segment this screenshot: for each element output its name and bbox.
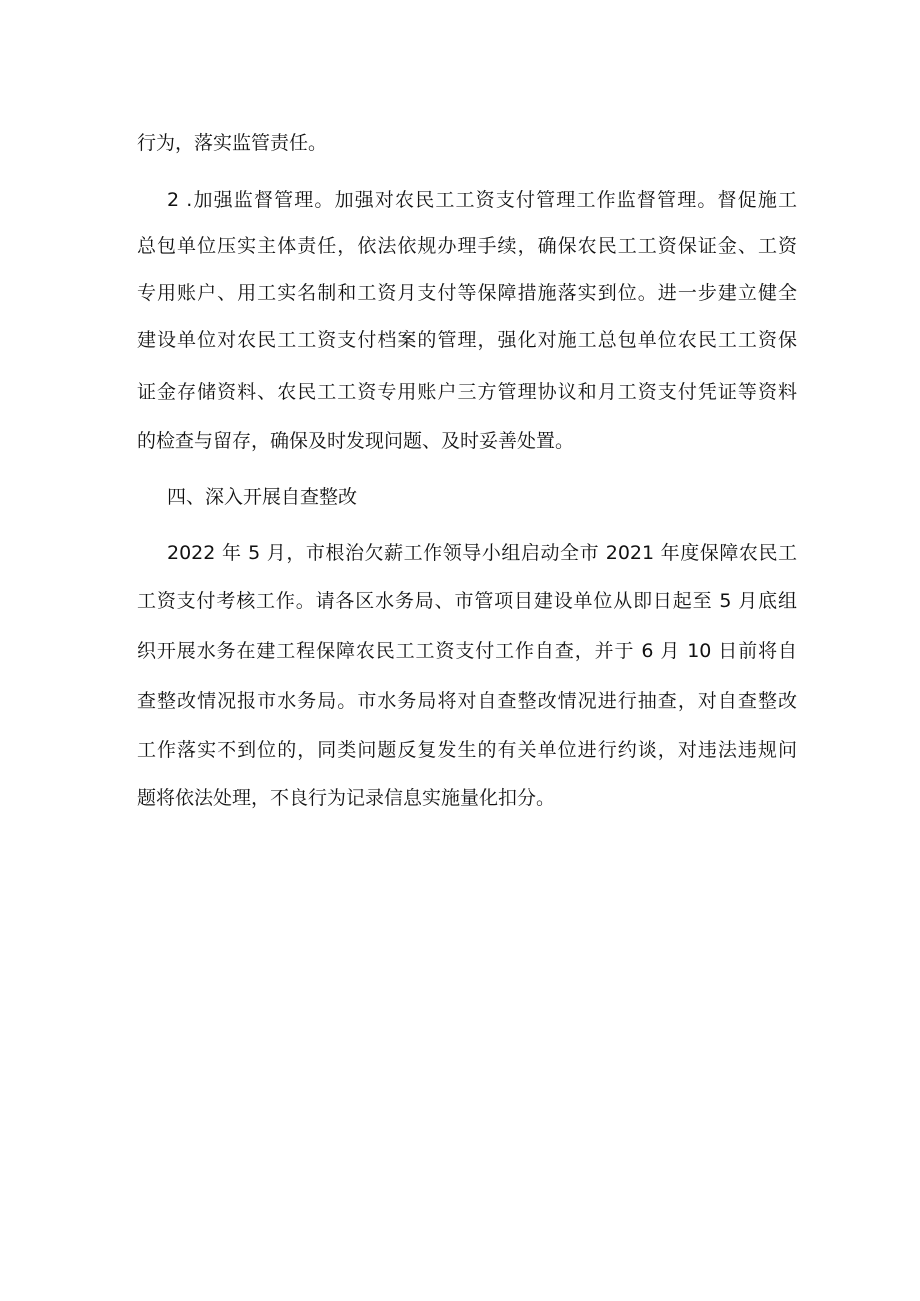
text-line: 总包单位压实主体责任，依法依规办理手续，确保农民工工资保证金、工资 xyxy=(137,235,797,257)
text-line: 证金存储资料、农民工工资专用账户三方管理协议和月工资支付凭证等资料 xyxy=(137,381,797,403)
text-line: 查整改情况报市水务局。市水务局将对自查整改情况进行抽查，对自查整改 xyxy=(137,690,797,712)
section-heading: 四、深入开展自查整改 xyxy=(167,486,358,508)
text-line: 专用账户、用工实名制和工资月支付等保障措施落实到位。进一步建立健全 xyxy=(137,282,797,304)
text-line: 建设单位对农民工工资支付档案的管理，强化对施工总包单位农民工工资保 xyxy=(137,329,797,351)
text-line: 2022 年 5 月，市根治欠薪工作领导小组启动全市 2021 年度保障农民工 xyxy=(167,542,797,564)
text-line: 行为，落实监管责任。 xyxy=(137,132,328,154)
text-line: 题将依法处理，不良行为记录信息实施量化扣分。 xyxy=(137,787,556,809)
text-line: 织开展水务在建工程保障农民工工资支付工作自查，并于 6 月 10 日前将自 xyxy=(137,640,797,662)
text-line: 2 .加强监督管理。加强对农民工工资支付管理工作监督管理。督促施工 xyxy=(167,189,797,211)
text-line: 的检查与留存，确保及时发现问题、及时妥善处置。 xyxy=(137,430,575,452)
text-line: 工作落实不到位的，同类问题反复发生的有关单位进行约谈，对违法违规问 xyxy=(137,739,797,761)
text-line: 工资支付考核工作。请各区水务局、市管项目建设单位从即日起至 5 月底组 xyxy=(137,590,797,612)
